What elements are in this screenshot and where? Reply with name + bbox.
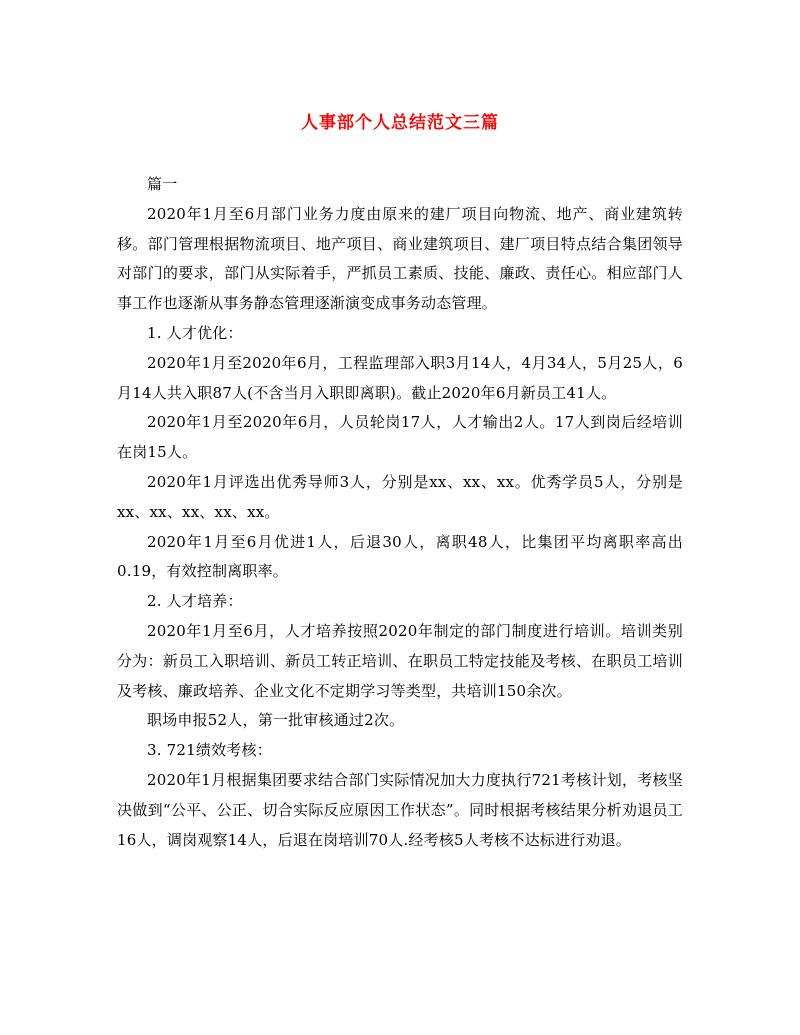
body-paragraph: 2020年1月根据集团要求结合部门实际情况加大力度执行721考核计划，考核坚决做到“公平、公正、切合实际反应原因工作状态”。同时根据考核结果分析劝退员工16人，调岗观察14人，后退在岗培训70人.经考核5人考核不达标进行劝退。 <box>117 770 683 849</box>
subsection-heading: 3. 721绩效考核： <box>147 741 272 760</box>
body-paragraph: 2020年1月至2020年6月，工程监理部入职3月14人，4月34人，5月25人，6月14人共入职87人(不含当月入职即离职)。截止2020年6月新员工41人。 <box>117 353 683 402</box>
subsection-heading: 1. 人才优化： <box>147 323 243 342</box>
body-paragraph: 2020年1月至6月优进1人，后退30人，离职48人，比集团平均离职率高出0.19，有效控制离职率。 <box>117 532 683 581</box>
body-paragraph: 2020年1月评选出优秀导师3人，分别是xx、xx、xx。优秀学员5人，分别是xx、xx、xx、xx、xx。 <box>117 472 683 521</box>
section-heading: 篇一 <box>147 175 178 193</box>
body-paragraph: 职场申报52人，第一批审核通过2次。 <box>147 711 405 730</box>
body-paragraph: 2020年1月至6月，人才培养按照2020年制定的部门制度进行培训。培训类别分为：新员工入职培训、新员工转正培训、在职员工特定技能及考核、在职员工培训及考核、廉政培养、企业文化不定期学习等类型，共培训150余次。 <box>117 621 683 700</box>
body-paragraph: 2020年1月至2020年6月，人员轮岗17人，人才输出2人。17人到岗后经培训在岗15人。 <box>117 413 683 462</box>
subsection-heading: 2. 人才培养： <box>147 592 243 611</box>
document-body <box>117 170 683 855</box>
body-paragraph: 2020年1月至6月部门业务力度由原来的建厂项目向物流、地产、商业建筑转移。部门管理根据物流项目、地产项目、商业建筑项目、建厂项目特点结合集团领导对部门的要求，部门从实际着手，严抓员工素质、技能、廉政、责任心。相应部门人事工作也逐渐从事务静态管理逐渐演变成事务动态管理。 <box>117 204 683 313</box>
document-title: 人事部个人总结范文三篇 <box>301 113 499 133</box>
